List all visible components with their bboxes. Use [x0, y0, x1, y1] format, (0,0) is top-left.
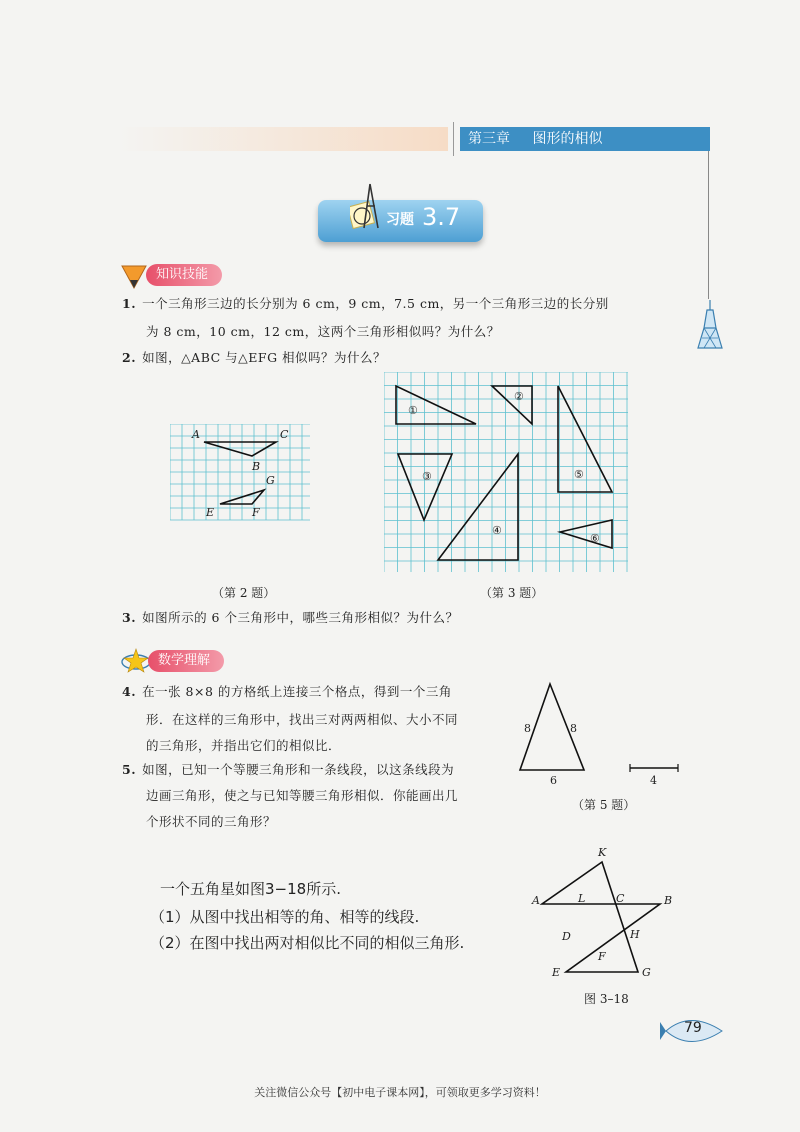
- label-1: ①: [408, 404, 418, 417]
- label-4: ④: [492, 524, 502, 537]
- label-left-side: 8: [524, 722, 531, 735]
- margin-line: [708, 151, 709, 299]
- triangle-3: [398, 454, 452, 520]
- exercise-badge: [318, 200, 483, 242]
- extra-line-2: （1）从图中找出相等的角、相等的线段.: [150, 908, 420, 926]
- star-label-c: C: [616, 892, 625, 905]
- label-f: F: [252, 506, 260, 519]
- chapter-bar: [460, 127, 710, 151]
- figure-2-caption: （第 2 题）: [212, 586, 276, 600]
- label-5: ⑤: [574, 468, 584, 481]
- label-e: E: [206, 506, 215, 519]
- question-1: 1. 一个三角形三边的长分别为 6 cm，9 cm，7.5 cm，另一个三角形三边的长分别: [122, 296, 609, 311]
- extra-line-3: （2）在图中找出两对相似比不同的相似三角形.: [150, 934, 465, 952]
- star-label-d: D: [562, 930, 571, 943]
- question-4-line2: 形．在这样的三角形中，找出三对两两相似、大小不同: [146, 712, 459, 727]
- star-label-k: K: [598, 846, 607, 859]
- question-4-line3: 的三角形，并指出它们的相似比．: [146, 738, 342, 753]
- figure-5: [506, 676, 686, 788]
- header-divider: [453, 122, 454, 156]
- star-label-b: B: [664, 894, 673, 907]
- exercise-label: 习题: [386, 212, 414, 228]
- question-5-line2: 边画三角形，使之与已知等腰三角形相似．你能画出几: [146, 788, 459, 803]
- page-number: 79: [684, 1020, 702, 1036]
- star-label-h: H: [630, 928, 640, 941]
- chapter-title: 图形的相似: [532, 131, 603, 147]
- label-c: C: [280, 428, 289, 441]
- label-6: ⑥: [590, 532, 600, 545]
- section-understanding: 数学理解: [148, 650, 224, 672]
- star-label-f: F: [598, 950, 606, 963]
- label-base: 6: [550, 774, 557, 787]
- chapter-label: 第三章: [468, 131, 510, 147]
- question-4: 4. 在一张 8×8 的方格纸上连接三个格点，得到一个三角: [122, 684, 452, 699]
- figure-3-caption: （第 3 题）: [480, 586, 544, 600]
- exercise-number: 3.7: [422, 203, 461, 231]
- label-3: ③: [422, 470, 432, 483]
- label-g: G: [266, 474, 275, 487]
- question-1-cont: 为 8 cm，10 cm，12 cm，这两个三角形相似吗？为什么？: [146, 324, 500, 339]
- figure-2: [170, 424, 314, 524]
- question-2: 2. 如图，△ABC 与△EFG 相似吗？为什么？: [122, 350, 387, 365]
- figure-3: [384, 372, 632, 576]
- label-b: B: [252, 460, 261, 473]
- header-decoration: [118, 127, 448, 151]
- star-label-l: L: [578, 892, 586, 905]
- star-label-a: A: [532, 894, 540, 907]
- figure-5-caption: （第 5 题）: [572, 798, 636, 812]
- tower-icon: [690, 298, 730, 350]
- extra-line-1: 一个五角星如图3−18所示.: [160, 880, 341, 898]
- section-skills: 知识技能: [146, 264, 222, 286]
- label-right-side: 8: [570, 722, 577, 735]
- star-figure: [528, 842, 678, 984]
- figure-2-grid: [170, 424, 310, 520]
- star-label-e: E: [552, 966, 561, 979]
- star-caption: 图 3–18: [584, 992, 629, 1006]
- triangle-abc: [204, 442, 276, 456]
- question-3: 3. 如图所示的 6 个三角形中，哪些三角形相似？为什么？: [122, 610, 459, 625]
- label-2: ②: [514, 390, 524, 403]
- label-a: A: [192, 428, 200, 441]
- footer-note: 关注微信公众号【初中电子课本网】，可领取更多学习资料！: [254, 1086, 546, 1099]
- triangle-5: [558, 386, 612, 492]
- label-segment: 4: [650, 774, 657, 787]
- question-5-line3: 个形状不同的三角形？: [146, 814, 277, 829]
- triangle-2: [492, 386, 532, 424]
- question-5: 5. 如图，已知一个等腰三角形和一条线段，以这条线段为: [122, 762, 455, 777]
- star-label-g: G: [642, 966, 651, 979]
- compass-icon: [350, 182, 384, 234]
